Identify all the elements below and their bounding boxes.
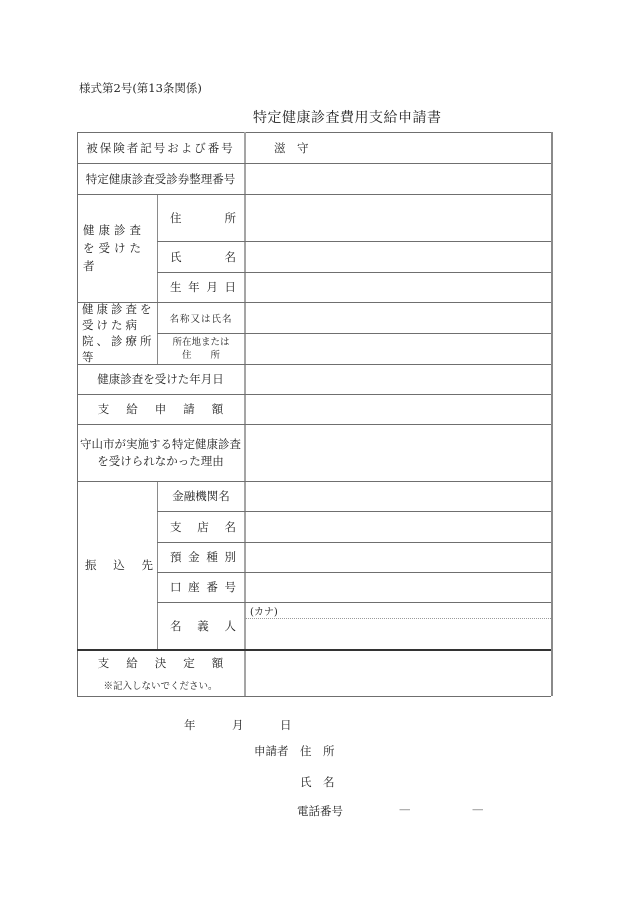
label-char: 住 (170, 210, 182, 225)
facility-location-label (158, 333, 244, 364)
decision-note: ※記入しないでください。 (103, 681, 218, 692)
phone-dash-2: — (472, 802, 484, 816)
document-title: 特定健康診査費用支給申請書 (253, 110, 442, 126)
claim-amount-field[interactable] (246, 394, 551, 424)
branch-name-field[interactable] (246, 511, 551, 542)
claim-amount-label (77, 394, 244, 424)
label-char: 込 (113, 558, 125, 572)
label-line: 住 所 (181, 349, 220, 361)
examinee-address-field[interactable] (246, 194, 551, 241)
label-char: 支 (97, 402, 110, 416)
label-char: 給 (126, 402, 138, 416)
label-char: 日 (224, 280, 236, 294)
label-char: 口 (170, 580, 182, 594)
facility-location-field[interactable] (246, 333, 551, 364)
reason-label (77, 424, 244, 481)
form-number: 様式第2号(第13条関係) (79, 81, 202, 95)
examinee-address-label (158, 194, 244, 241)
label-char: 請 (183, 402, 195, 416)
insured-number-label: 被保険者記号および番号 (86, 140, 235, 155)
label-line: を受けられなかった理由 (97, 453, 224, 468)
facility-group-label: 健康診査を受けた病院、診療所等 (82, 302, 155, 364)
label-char: 名 (224, 519, 236, 534)
examinee-name-label (158, 241, 244, 272)
label-char: 支 (97, 656, 110, 670)
label-char: 氏 (170, 249, 182, 264)
label-char: 定 (183, 656, 195, 670)
label-char: 番 (206, 580, 218, 594)
label-char: 所 (224, 210, 236, 225)
account-holder-label (158, 602, 244, 649)
examinee-name-field[interactable] (246, 241, 551, 272)
application-table (77, 132, 551, 696)
phone-label: 電話番号 (297, 804, 343, 818)
date-day: 日 (280, 718, 292, 732)
facility-name-field[interactable] (246, 302, 551, 333)
label-char: 額 (211, 402, 224, 416)
label-char: 人 (224, 618, 236, 633)
applicant-label: 申請者 (254, 744, 289, 758)
label-char: 名 (170, 618, 182, 633)
account-type-label (158, 542, 244, 572)
label-char: 別 (224, 550, 236, 564)
label-char: 月 (206, 280, 218, 294)
label-char: 預 (170, 550, 182, 564)
label-char: 種 (206, 550, 218, 564)
transfer-group-label (83, 481, 155, 649)
exam-date-field[interactable] (246, 364, 551, 394)
label-char: 先 (141, 558, 153, 572)
table-border-right (551, 132, 553, 696)
label-char: 生 (170, 280, 182, 294)
voucher-number-field[interactable] (246, 163, 551, 194)
examinee-birthdate-field[interactable] (246, 272, 551, 302)
applicant-name-label: 氏 名 (300, 775, 335, 789)
account-holder-kana-field[interactable] (246, 602, 551, 618)
label-char: 給 (126, 656, 138, 670)
label-char: 義 (197, 618, 209, 633)
label-char: 座 (188, 580, 200, 594)
label-char: 金 (188, 550, 200, 564)
label-char: 申 (154, 402, 167, 416)
applicant-address-label: 住 所 (300, 744, 335, 758)
label-line: 所在地または (172, 336, 230, 348)
label-char: 決 (154, 656, 167, 670)
account-holder-field[interactable] (246, 619, 551, 649)
date-month: 月 (232, 718, 244, 732)
account-type-field[interactable] (246, 542, 551, 572)
insured-number-field[interactable]: 滋 守 (274, 140, 309, 155)
branch-name-label (158, 511, 244, 542)
account-number-field[interactable] (246, 572, 551, 602)
account-number-label (158, 572, 244, 602)
voucher-number-label: 特定健康診査受診券整理番号 (85, 171, 236, 186)
kana-hint: (カナ) (250, 606, 278, 618)
label-char: 支 (170, 519, 182, 534)
date-year: 年 (184, 718, 196, 732)
table-border-bottom (77, 696, 551, 697)
label-char: 店 (197, 519, 209, 534)
facility-name-label: 名称又は氏名 (169, 313, 233, 325)
label-char: 年 (188, 280, 200, 294)
phone-dash-1: — (399, 802, 411, 816)
label-char: 号 (224, 580, 236, 594)
reason-field[interactable] (246, 424, 551, 481)
examinee-group-label: 健康診査を受けた者 (83, 223, 145, 273)
label-char: 名 (224, 249, 236, 264)
bank-name-label: 金融機関名 (172, 489, 230, 503)
examinee-birthdate-label (158, 272, 244, 302)
decision-amount-label (77, 651, 244, 675)
decision-amount-field (246, 651, 551, 696)
exam-date-label: 健康診査を受けた年月日 (97, 372, 224, 386)
label-char: 額 (211, 656, 224, 670)
label-char: 振 (85, 558, 97, 572)
bank-name-field[interactable] (246, 481, 551, 511)
label-line: 守山市が実施する特定健康診査 (80, 436, 241, 451)
